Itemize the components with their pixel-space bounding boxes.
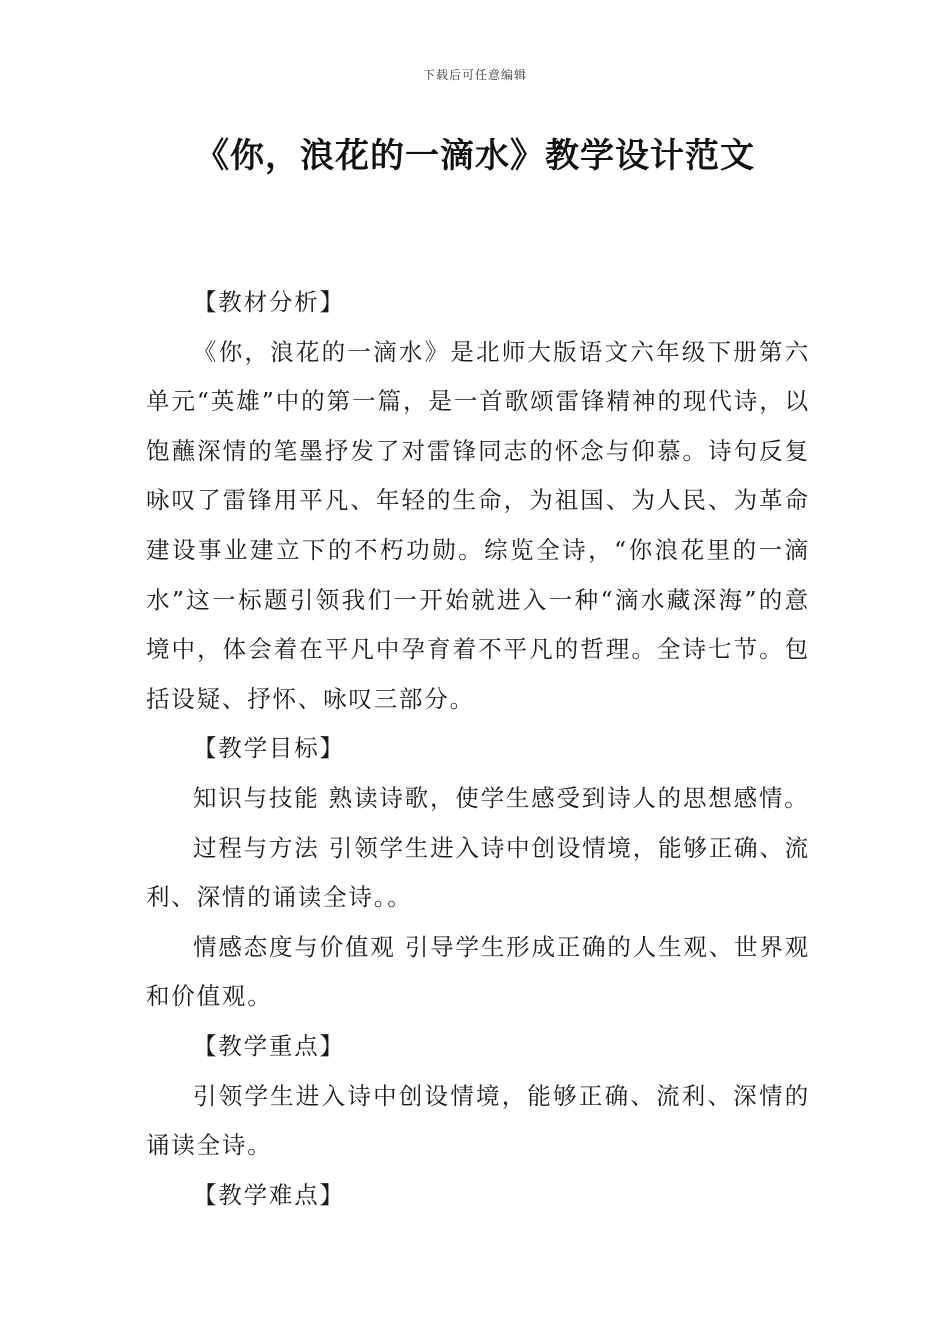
paragraph-goal-knowledge: 知识与技能 熟读诗歌，使学生感受到诗人的思想感情。 bbox=[193, 783, 810, 812]
section-heading-analysis: 【教材分析】 bbox=[193, 288, 345, 316]
paragraph-goal-process: 过程与方法 引领学生进入诗中创设情境，能够正确、流利、深情的诵读全诗。。 bbox=[146, 833, 810, 912]
section-heading-goals: 【教学目标】 bbox=[193, 734, 345, 763]
paragraph-key-points: 引领学生进入诗中创设情境，能够正确、流利、深情的诵读全诗。 bbox=[146, 1081, 810, 1160]
section-heading-difficulty: 【教学难点】 bbox=[193, 1180, 345, 1209]
paragraph-goal-emotion: 情感态度与价值观 引导学生形成正确的人生观、世界观和价值观。 bbox=[146, 932, 810, 1011]
header-note: 下载后可任意编辑 bbox=[422, 68, 527, 82]
paragraph-analysis: 《你，浪花的一滴水》是北师大版语文六年级下册第六单元“英雄”中的第一篇，是一首歌颂雷锋精神的现代诗，以饱蘸深情的笔墨抒发了对雷锋同志的怀念与仰慕。诗句反复咏叹了雷锋用平凡、年轻的生命，为祖国、为人民、为革命建设事业建立下的不朽功勋。综览全诗，“你浪花里的一滴水”这一标题引领我们一开始就进入一种“滴水藏深海”的意境中，体会着在平凡中孕育着不平凡的哲理。全诗七节。包括设疑、抒怀、咏叹三部分。 bbox=[146, 337, 810, 713]
document-body bbox=[146, 278, 810, 1220]
section-heading-key-points: 【教学重点】 bbox=[193, 1031, 345, 1060]
document-title: 《你，浪花的一滴水》教学设计范文 bbox=[195, 136, 755, 176]
